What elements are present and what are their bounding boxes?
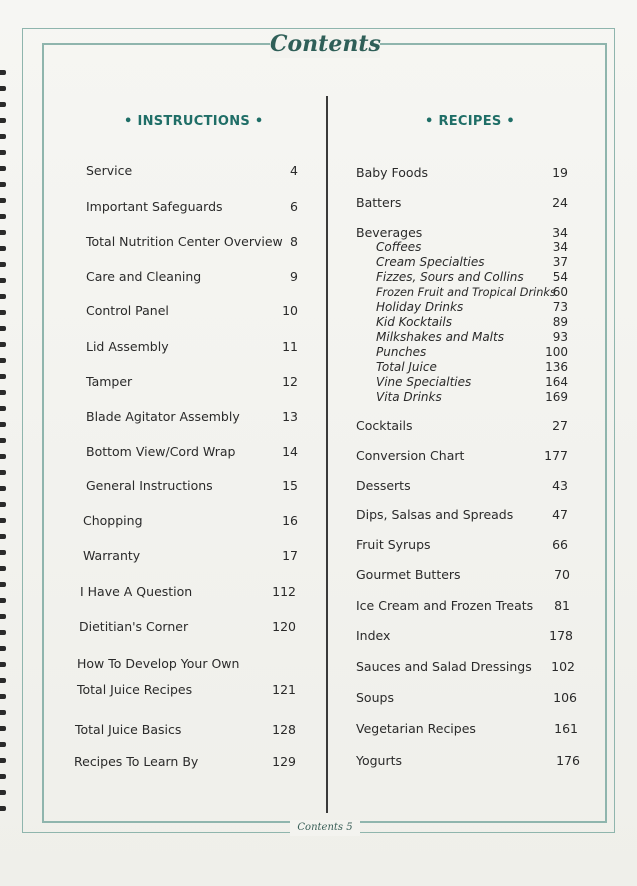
toc-entry-page: 17: [282, 548, 298, 563]
toc-subentry-label[interactable]: Coffees: [376, 240, 422, 254]
toc-entry-label[interactable]: Bottom View/Cord Wrap: [86, 444, 236, 459]
toc-subentry-page: 100: [545, 345, 568, 359]
toc-entry-page: 10: [282, 303, 298, 318]
toc-entry-page: 24: [552, 195, 568, 210]
toc-entry-label[interactable]: Total Juice Recipes: [77, 682, 193, 697]
column-divider: [326, 96, 328, 813]
toc-entry-label[interactable]: Control Panel: [86, 303, 169, 318]
toc-entry-label[interactable]: Soups: [356, 690, 394, 705]
toc-entry-label[interactable]: Service: [86, 163, 133, 178]
toc-entry-label[interactable]: Baby Foods: [356, 165, 429, 180]
toc-entry-page: 14: [282, 444, 298, 459]
toc-entry-label[interactable]: Chopping: [83, 513, 143, 528]
toc-entry-label[interactable]: Cocktails: [356, 418, 413, 433]
recipes-heading-label: RECIPES: [438, 114, 502, 129]
toc-entry-page: 9: [290, 269, 298, 284]
toc-subentry-label[interactable]: Holiday Drinks: [376, 300, 464, 314]
toc-entry-page: 112: [272, 584, 296, 599]
toc-entry-page: 128: [272, 722, 296, 737]
toc-subentry-page: 73: [552, 300, 568, 314]
toc-entry-label[interactable]: Ice Cream and Frozen Treats: [356, 598, 534, 613]
inner-frame: [42, 43, 607, 823]
toc-subentry-page: 54: [552, 270, 568, 284]
toc-subentry-page: 164: [545, 375, 568, 389]
toc-entry-label[interactable]: Tamper: [86, 374, 133, 389]
toc-entry-page: 16: [282, 513, 298, 528]
toc-entry-page: 11: [282, 339, 298, 354]
page-footer: Contents 5: [290, 820, 360, 836]
toc-entry-page: 66: [552, 537, 568, 552]
toc-subentry-label[interactable]: Frozen Fruit and Tropical Drinks: [376, 286, 556, 299]
toc-entry-page: 161: [554, 721, 578, 736]
toc-entry-page: 15: [282, 478, 298, 493]
toc-entry-page: 176: [556, 753, 580, 768]
toc-entry-label[interactable]: Blade Agitator Assembly: [86, 409, 240, 424]
toc-entry-label[interactable]: Important Safeguards: [86, 199, 223, 214]
toc-subentry-label[interactable]: Kid Kocktails: [376, 315, 452, 329]
toc-entry-page: 106: [553, 690, 577, 705]
bullet-icon: •: [254, 114, 264, 129]
toc-entry-label[interactable]: Beverages: [356, 225, 423, 240]
toc-entry-page: 121: [272, 682, 296, 697]
toc-entry-page: 47: [552, 507, 568, 522]
toc-entry-page: 12: [282, 374, 298, 389]
toc-entry-label[interactable]: Care and Cleaning: [86, 269, 202, 284]
toc-entry-page: 8: [290, 234, 298, 249]
toc-entry-label[interactable]: Index: [356, 628, 391, 643]
toc-subentry-label[interactable]: Vita Drinks: [376, 390, 442, 404]
toc-entry-page: 178: [549, 628, 573, 643]
toc-entry-label[interactable]: Batters: [356, 195, 402, 210]
toc-entry-page: 120: [272, 619, 296, 634]
toc-entry-page: 27: [552, 418, 568, 433]
toc-subentry-page: 136: [545, 360, 568, 374]
toc-entry-label[interactable]: Lid Assembly: [86, 339, 169, 354]
toc-entry-label[interactable]: Total Nutrition Center Overview: [86, 234, 283, 249]
toc-entry-label[interactable]: General Instructions: [86, 478, 213, 493]
toc-entry-page: 70: [554, 567, 570, 582]
toc-subentry-label[interactable]: Total Juice: [376, 360, 437, 374]
toc-entry-page: 43: [552, 478, 568, 493]
toc-entry-label[interactable]: I Have A Question: [80, 584, 193, 599]
toc-entry-label[interactable]: How To Develop Your Own: [77, 656, 240, 671]
toc-subentry-label[interactable]: Punches: [376, 345, 427, 359]
spiral-binding: [0, 0, 10, 886]
recipes-heading: [425, 114, 515, 129]
toc-entry-page: 81: [554, 598, 570, 613]
toc-entry-page: 34: [552, 225, 568, 240]
toc-subentry-page: 37: [552, 255, 568, 269]
toc-entry-label[interactable]: Recipes To Learn By: [74, 754, 199, 769]
toc-subentry-page: 60: [552, 285, 568, 299]
toc-subentry-page: 34: [552, 240, 568, 254]
page-title: Contents: [270, 31, 381, 57]
toc-entry-label[interactable]: Dietitian's Corner: [79, 619, 189, 634]
toc-entry-page: 6: [290, 199, 298, 214]
toc-entry-label[interactable]: Conversion Chart: [356, 448, 465, 463]
toc-entry-label[interactable]: Dips, Salsas and Spreads: [356, 507, 514, 522]
toc-subentry-page: 93: [552, 330, 568, 344]
toc-entry-page: 13: [282, 409, 298, 424]
toc-entry-label[interactable]: Total Juice Basics: [75, 722, 182, 737]
toc-entry-label[interactable]: Desserts: [356, 478, 411, 493]
toc-entry-page: 177: [544, 448, 568, 463]
toc-entry-page: 4: [290, 163, 298, 178]
toc-subentry-page: 89: [552, 315, 568, 329]
toc-entry-label[interactable]: Sauces and Salad Dressings: [356, 659, 532, 674]
toc-entry-page: 102: [551, 659, 575, 674]
toc-entry-label[interactable]: Fruit Syrups: [356, 537, 431, 552]
bullet-icon: •: [124, 114, 133, 129]
toc-entry-label[interactable]: Vegetarian Recipes: [356, 721, 476, 736]
bullet-icon: •: [506, 114, 516, 129]
instructions-heading: [124, 114, 264, 129]
toc-subentry-label[interactable]: Fizzes, Sours and Collins: [376, 270, 524, 284]
toc-subentry-label[interactable]: Cream Specialties: [376, 255, 485, 269]
toc-subentry-label[interactable]: Milkshakes and Malts: [376, 330, 504, 344]
toc-entry-page: 129: [272, 754, 296, 769]
toc-entry-label[interactable]: Gourmet Butters: [356, 567, 461, 582]
instructions-heading-label: INSTRUCTIONS: [137, 114, 251, 129]
bullet-icon: •: [425, 114, 434, 129]
toc-subentry-label[interactable]: Vine Specialties: [376, 375, 472, 389]
toc-entry-label[interactable]: Warranty: [83, 548, 141, 563]
toc-entry-label[interactable]: Yogurts: [356, 753, 403, 768]
toc-subentry-page: 169: [545, 390, 568, 404]
toc-entry-page: 19: [552, 165, 568, 180]
